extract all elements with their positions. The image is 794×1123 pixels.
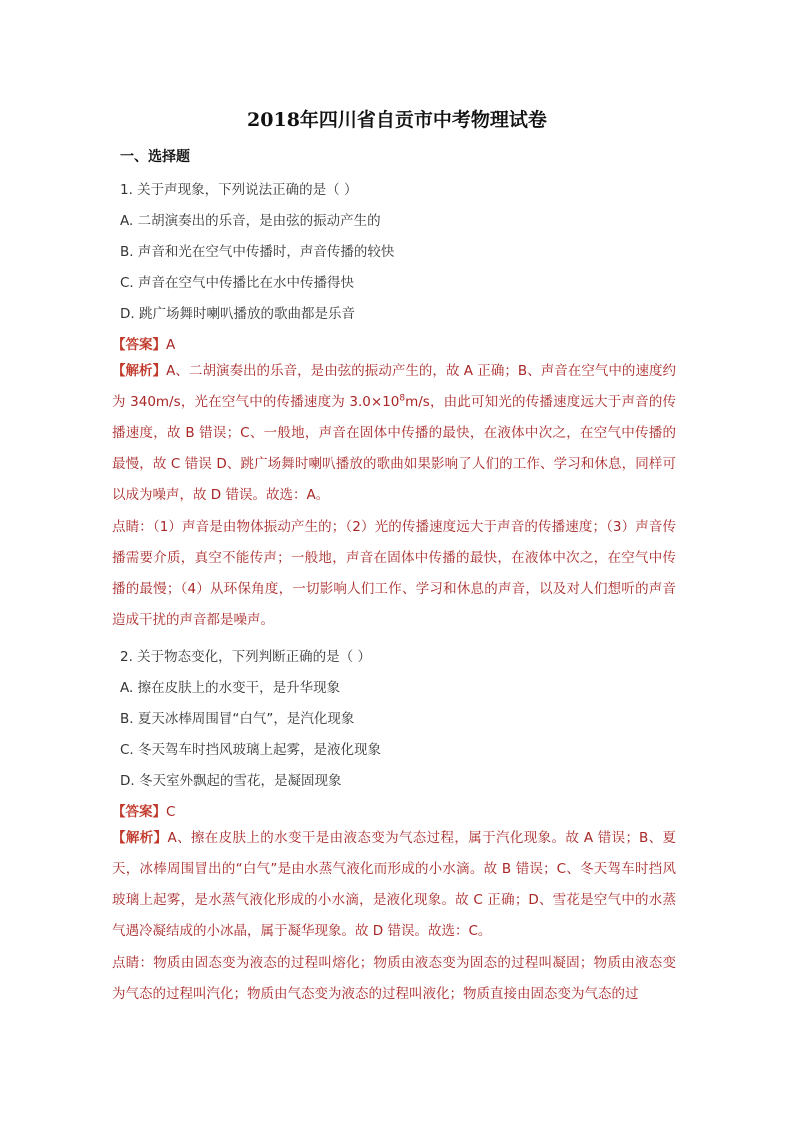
q1-analysis-text-2: m/s，由此可知光的传播速度远大于声音的传播速度，故 B 错误；C、一般地，声音在固体中传播的最快，在液体中次之，在空气中传播的最慢，故 C 错误 D、跳广场舞时喇叭播放的歌曲如果影响了人们的工作、学习和休息，同样可以成为噪声，故 D 错误。故选：A。 [112, 394, 676, 503]
q1-option-a: A. 二胡演奏出的乐音，是由弦的振动产生的 [120, 213, 381, 229]
q1-analysis-exponent: 8 [399, 393, 406, 404]
q2-note: 点睛：物质由固态变为液态的过程叫熔化；物质由液态变为固态的过程叫凝固；物质由液态变为气态的过程叫汽化；物质由气态变为液态的过程叫液化；物质直接由固态变为气态的过 [112, 955, 676, 1002]
q1-answer-tag: 【答案】 [112, 337, 166, 353]
section-heading: 一、选择题 [120, 149, 190, 165]
q2-analysis-tag: 【解析】 [112, 830, 168, 846]
q1-answer-value: A [166, 337, 176, 353]
q1-note: 点睛：（1）声音是由物体振动产生的；（2）光的传播速度远大于声音的传播速度；（3）声音传播需要介质，真空不能传声；一般地，声音在固体中传播的最快，在液体中次之，在空气中传播的最慢；（4）从环保角度，一切影响人们工作、学习和休息的声音，以及对人们想听的声音造成干扰的声音都是噪声。 [112, 519, 676, 628]
q2-stem: 2. 关于物态变化，下列判断正确的是（ ） [120, 649, 371, 665]
q2-answer-tag: 【答案】 [112, 804, 166, 820]
q2-option-b: B. 夏天冰棒周围冒“白气”，是汽化现象 [120, 711, 355, 727]
page-title: 2018年四川省自贡市中考物理试卷 [247, 109, 547, 131]
q1-answer [112, 333, 175, 353]
q1-option-d: D. 跳广场舞时喇叭播放的歌曲都是乐音 [120, 306, 355, 322]
q1-analysis [112, 356, 676, 511]
q1-analysis-tag: 【解析】 [112, 363, 167, 379]
q2-analysis-text: A、擦在皮肤上的水变干是由液态变为气态过程，属于汽化现象。故 A 错误；B、夏天，冰棒周围冒出的“白气”是由水蒸气液化而形成的小水滴。故 B 错误；C、冬天驾车时挡风玻璃上起雾，是水蒸气液化形成的小水滴，是液化现象。故 C 正确；D、雪花是空气中的水蒸气遇冷凝结成的小冰晶，属于凝华现象。故 D 错误。故选：C。 [112, 830, 676, 939]
q2-option-c: C. 冬天驾车时挡风玻璃上起雾，是液化现象 [120, 742, 382, 758]
q2-option-a: A. 擦在皮肤上的水变干，是升华现象 [120, 680, 341, 696]
q2-answer-value: C [166, 804, 176, 820]
q1-option-b: B. 声音和光在空气中传播时，声音传播的较快 [120, 244, 395, 260]
q1-option-c: C. 声音在空气中传播比在水中传播得快 [120, 275, 355, 291]
q2-answer [112, 800, 175, 820]
q2-analysis [112, 823, 676, 947]
q1-analysis-text-1: A、二胡演奏出的乐音，是由弦的振动产生的，故 A 正确；B、声音在空气中的速度约为 340m/s，光在空气中的传播速度为 3.0×10 [112, 363, 676, 410]
q2-option-d: D. 冬天室外飘起的雪花，是凝固现象 [120, 773, 342, 789]
q1-stem: 1. 关于声现象，下列说法正确的是（ ） [120, 182, 358, 198]
